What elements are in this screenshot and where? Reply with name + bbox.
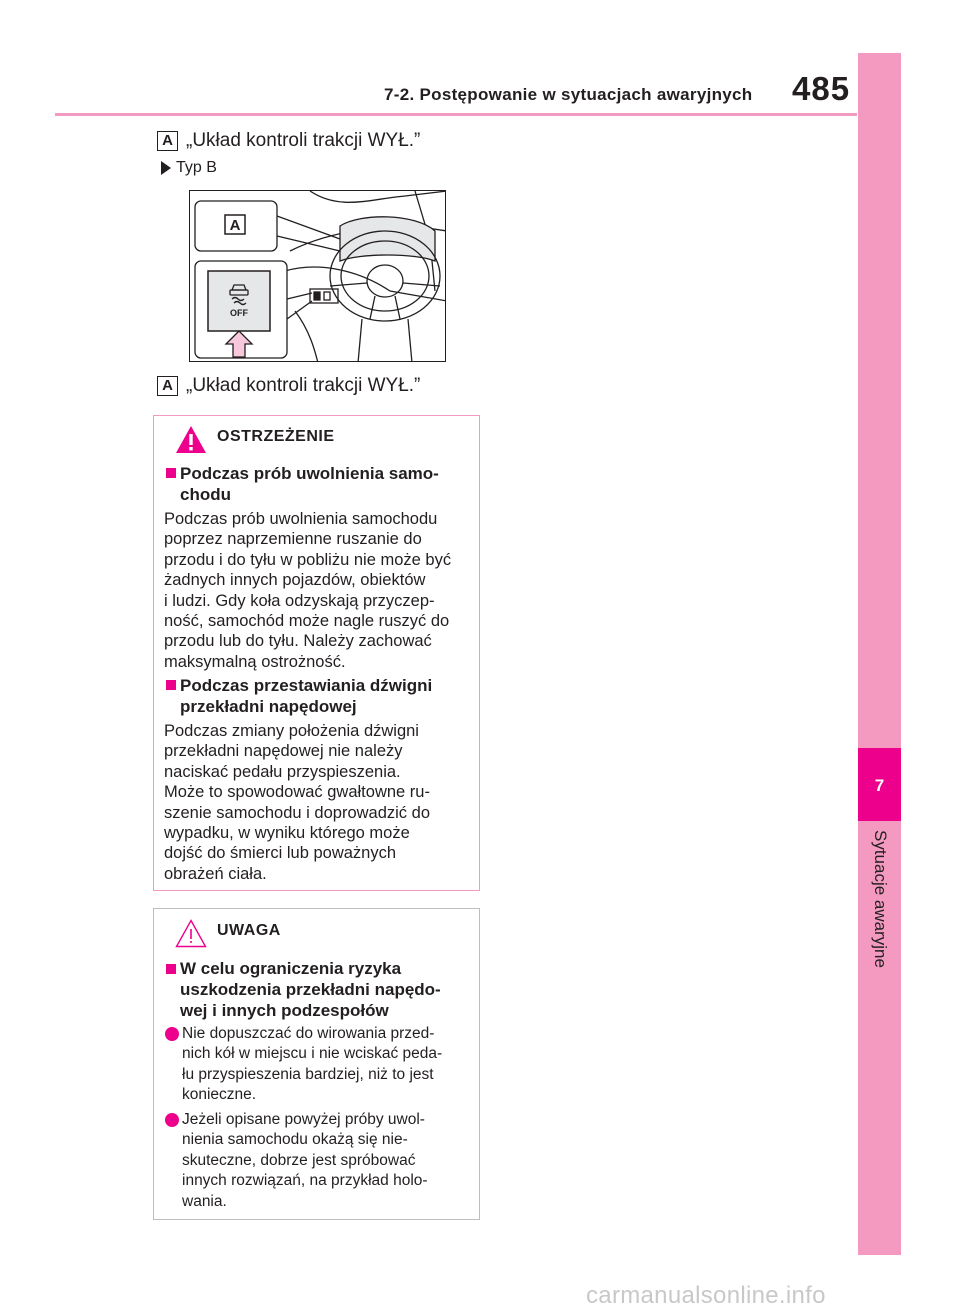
chapter-title-text: Sytuacje awaryjne	[871, 830, 890, 968]
chapter-number: 7	[874, 776, 885, 795]
round-bullet	[165, 1027, 179, 1041]
dashboard-drawing	[190, 191, 446, 362]
callout-a-top: A	[157, 131, 178, 151]
caution-bullet-1: Nie dopuszczać do wirowania przed- nich kół w miejscu i nie wciskać peda- łu przyspieszenia bardziej, niż to jest konieczne.	[182, 1025, 443, 1104]
warning-heading-1: Podczas prób uwolnienia samo- chodu	[180, 464, 439, 504]
warning-triangle-icon	[175, 425, 207, 454]
type-label: Typ B	[176, 159, 217, 176]
header-rule	[55, 113, 857, 116]
section-square-bullet	[166, 964, 176, 974]
caution-bullet-2: Jeżeli opisane powyżej próby uwol- nienia samochodu okażą się nie- skuteczne, dobrze jest spróbować innych rozwiązań, na przykład holo- wania.	[182, 1111, 428, 1210]
arrow-right-bullet-icon	[161, 161, 171, 175]
section-square-bullet	[166, 468, 176, 478]
section-title: 7-2. Postępowanie w sytuacjach awaryjnych	[384, 85, 753, 104]
round-bullet	[165, 1113, 179, 1127]
off-button-label: OFF	[230, 308, 248, 318]
illustration-callout: A	[229, 217, 241, 234]
watermark: carmanualsonline.info	[586, 1282, 826, 1309]
warning-text-2: Podczas zmiany położenia dźwigni przekładni napędowej nie należy naciskać pedału przyspieszenia. Może to spowodować gwałtowne ru- szenie samochodu i doprowadzić do wypadku, w wyniku którego może dojść do śmierci lub poważnych obrażeń ciała.	[164, 722, 430, 883]
page-number: 485	[792, 70, 851, 107]
callout-a-bottom: A	[157, 376, 178, 396]
caution-triangle-icon	[175, 919, 207, 948]
caution-box	[153, 908, 480, 1220]
warning-text-1: Podczas prób uwolnienia samochodu poprzez naprzemienne ruszanie do przodu i do tyłu w pobliżu nie może być żadnych innych pojazdów, obiektów i ludzi. Gdy koła odzyskają przyczep- ność, samochód może nagle ruszyć do przodu lub do tyłu. Należy zachować maksymalną ostrożność.	[164, 510, 452, 671]
bottom-caption: „Układ kontroli trakcji WYŁ.”	[186, 375, 421, 396]
warning-heading-2: Podczas przestawiania dźwigni przekładni napędowej	[180, 676, 433, 716]
warning-title: OSTRZEŻENIE	[217, 428, 335, 445]
section-square-bullet	[166, 680, 176, 690]
chapter-title	[858, 830, 901, 980]
warning-box	[153, 415, 480, 891]
caution-title: UWAGA	[217, 922, 281, 939]
dashboard-illustration	[189, 190, 446, 362]
caution-heading: W celu ograniczenia ryzyka uszkodzenia przekładni napędo- wej i innych podzespołów	[180, 959, 441, 1020]
chapter-side-tab	[858, 53, 901, 1255]
top-caption: „Układ kontroli trakcji WYŁ.”	[186, 130, 421, 151]
